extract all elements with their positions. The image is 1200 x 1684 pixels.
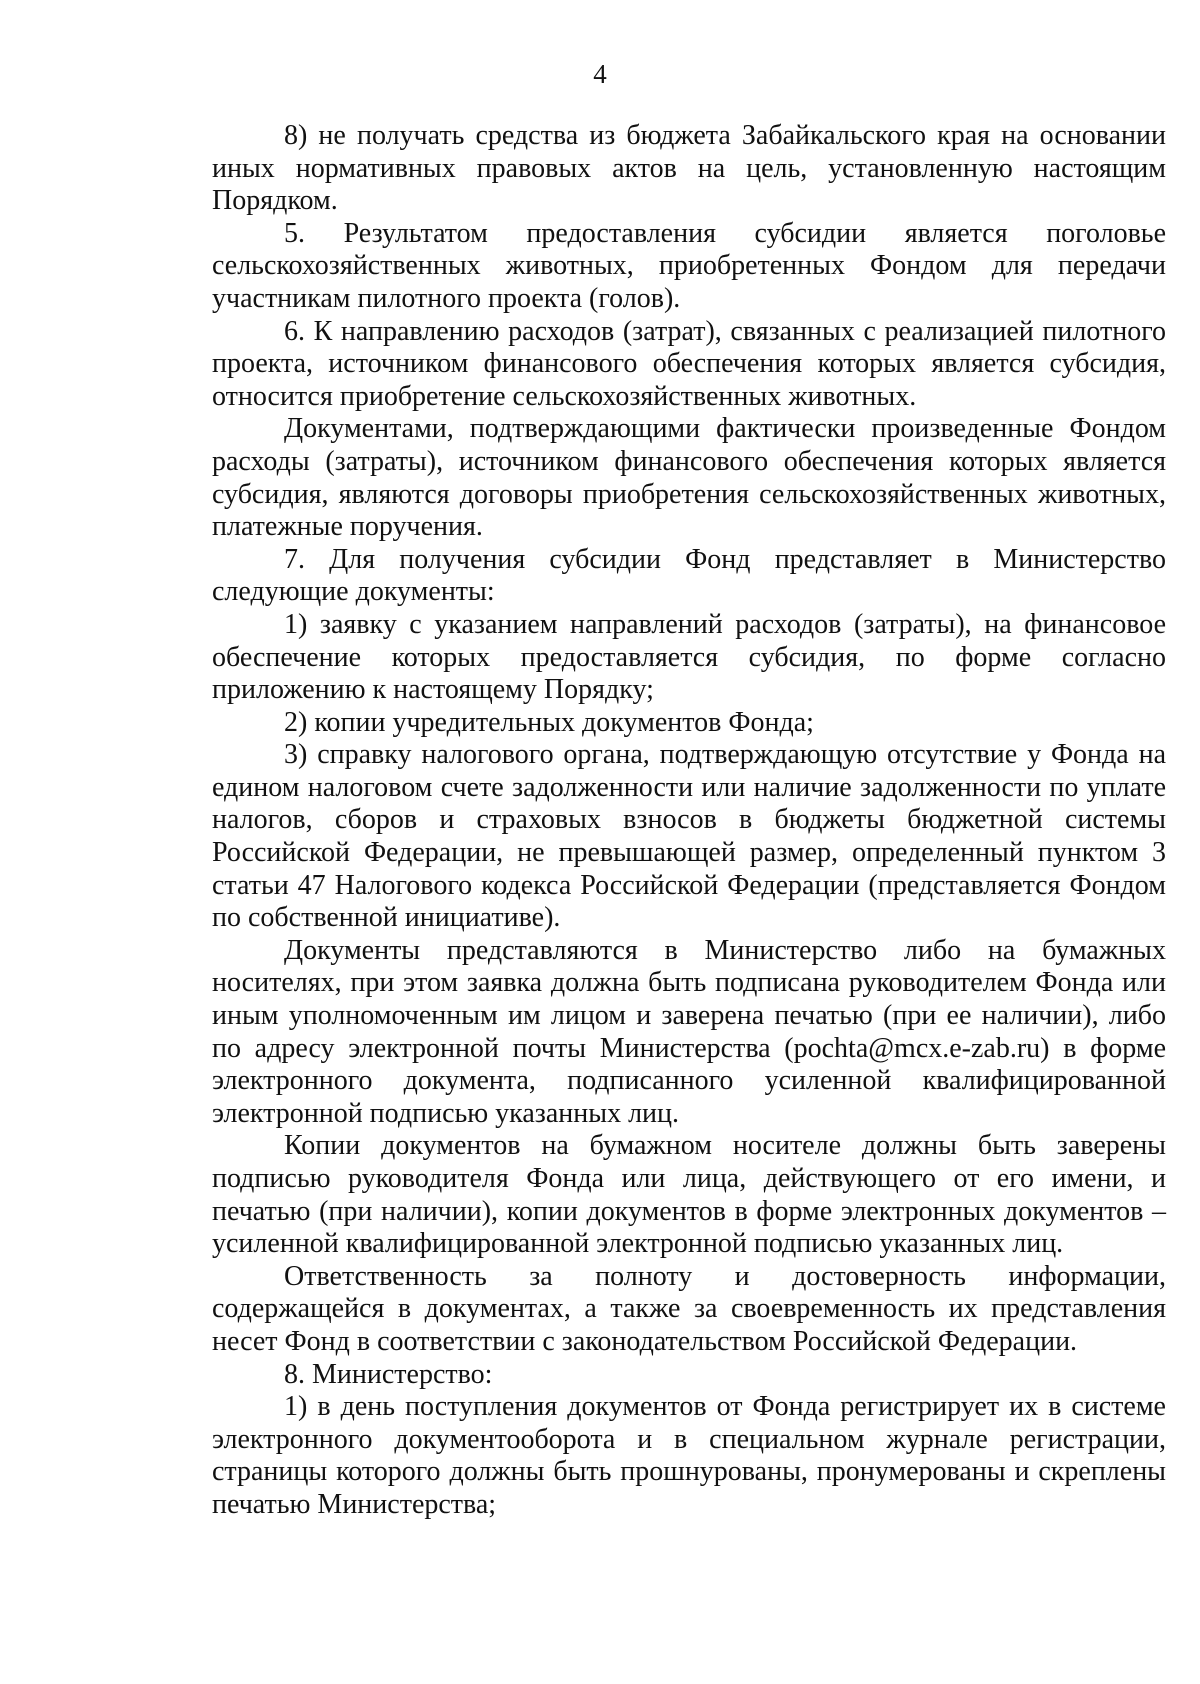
paragraph-item-1-application: 1) заявку с указанием направлений расходов (затраты), на финансовое обеспечение которых предоставляется субсидия, по форме согласно приложению к настоящему Порядку;	[212, 608, 1166, 706]
document-body	[212, 120, 1166, 1522]
paragraph-copies-certification: Копии документов на бумажном носителе должны быть заверены подписью руководителя Фонда или лица, действующего от его имени, и печатью (при наличии), копии документов в форме электронных документов – усиленной квалифицированной электронной подписью указанных лиц.	[212, 1130, 1166, 1260]
paragraph-item-3-tax-certificate: 3) справку налогового органа, подтверждающую отсутствие у Фонда на едином налоговом счете задолженности или наличие задолженности по уплате налогов, сборов и страховых взносов в бюджеты бюджетной системы Российской Федерации, не превышающей размер, определенный пунктом 3 статьи 47 Налогового кодекса Российской Федерации (представляется Фондом по собственной инициативе).	[212, 739, 1166, 934]
paragraph-item-8-no-other-funding: 8) не получать средства из бюджета Забайкальского края на основании иных нормативных правовых актов на цель, установленную настоящим Порядком.	[212, 120, 1166, 217]
paragraph-item-2-founding-docs: 2) копии учредительных документов Фонда;	[284, 706, 814, 738]
paragraph-7-submission: 7. Для получения субсидии Фонд представляет в Министерство следующие документы:	[212, 543, 1166, 608]
paragraph-5-result: 5. Результатом предоставления субсидии является поголовье сельскохозяйственных животных, приобретенных Фондом для передачи участникам пилотного проекта (голов).	[212, 217, 1166, 314]
paragraph-ministry-item-1-registration: 1) в день поступления документов от Фонда регистрирует их в системе электронного документооборота и в специальном журнале регистрации, страницы которого должны быть прошнурованы, пронумерованы и скреплены печатью Министерства;	[212, 1391, 1166, 1520]
paragraph-6-expenses: 6. К направлению расходов (затрат), связанных с реализацией пилотного проекта, источником финансового обеспечения которых является субсидия, относится приобретение сельскохозяйственных животных.	[212, 315, 1166, 412]
page-number: 4	[593, 59, 607, 89]
paragraph-8-ministry: 8. Министерство:	[284, 1358, 493, 1390]
paragraph-responsibility: Ответственность за полноту и достоверность информации, содержащейся в документах, а также за своевременность их представления несет Фонд в соответствии с законодательством Российской Федерации.	[212, 1260, 1166, 1357]
paragraph-submission-methods: Документы представляются в Министерство либо на бумажных носителях, при этом заявка должна быть подписана руководителем Фонда или иным уполномоченным им лицом и заверена печатью (при ее наличии), либо по адресу электронной почты Министерства (pochta@mcx.e-zab.ru) в форме электронного документа, подписанного усиленной квалифицированной электронной подписью указанных лиц.	[212, 934, 1166, 1129]
paragraph-confirming-documents: Документами, подтверждающими фактически произведенные Фондом расходы (затраты), источником финансового обеспечения которых является субсидия, являются договоры приобретения сельскохозяйственных животных, платежные поручения.	[212, 413, 1166, 543]
